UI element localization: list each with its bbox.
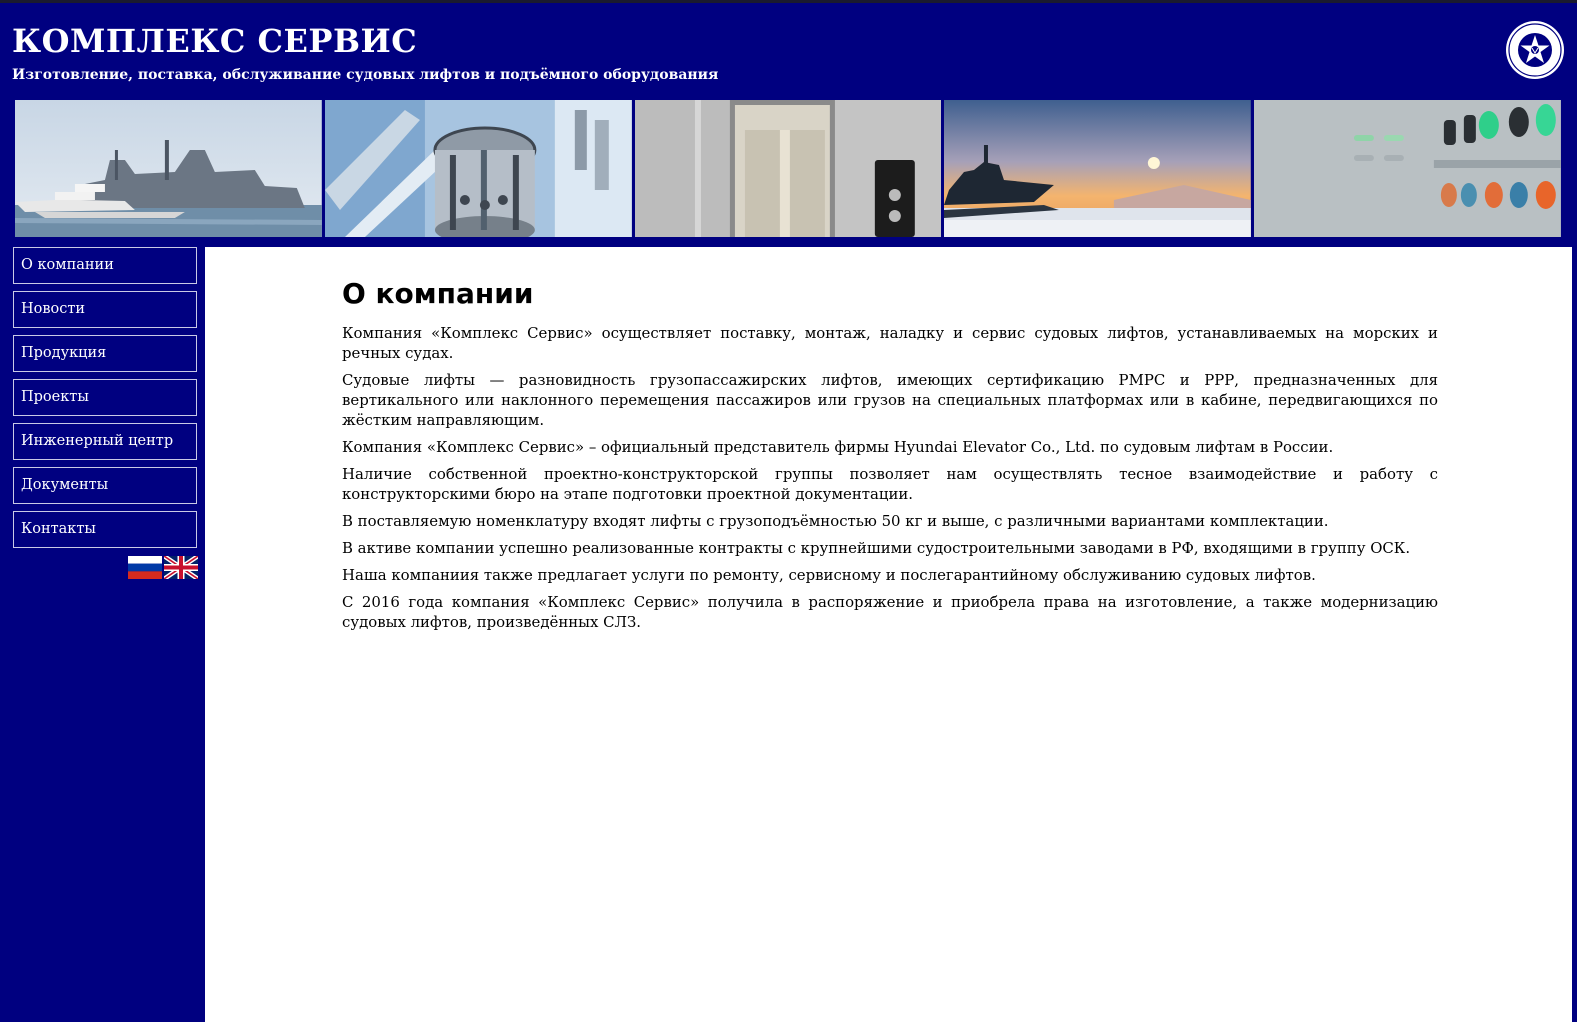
sidebar-item-contacts[interactable]: Контакты (13, 511, 197, 548)
header-banner (15, 100, 1561, 237)
page-title: О компании (342, 277, 534, 310)
compass-star-emblem-icon (1505, 20, 1565, 80)
top-border (0, 0, 1577, 3)
glass-elevator-photo (325, 100, 632, 237)
article (342, 277, 1438, 639)
icebreaker-sunset-photo (944, 100, 1251, 237)
warship-and-yacht-photo (15, 100, 322, 237)
paragraph: В поставляемую номенклатуру входят лифты с грузоподъёмностью 50 кг и выше, с различными вариантами комплектации. (342, 512, 1329, 530)
paragraph: С 2016 года компания «Комплекс Сервис» получила в распоряжение и приобрела права на изготовление, а также модернизацию судовых лифтов, произведённых СЛЗ. (342, 593, 1438, 631)
site-title[interactable]: КОМПЛЕКС СЕРВИС (12, 22, 418, 60)
elevator-doors-photo (635, 100, 942, 237)
paragraph: Судовые лифты — разновидность грузопассажирских лифтов, имеющих сертификацию РМРС и РРР, предназначенных для вертикального или наклонного перемещения пассажиров или грузов на специальных платформах или в кабине, передвигающихся по жёстким направляющим. (342, 371, 1438, 429)
uk-flag-icon[interactable] (164, 556, 198, 579)
paragraph: Наша компаниия также предлагает услуги по ремонту, сервисному и послегарантийному обслуживанию судовых лифтов. (342, 566, 1316, 584)
paragraph: В активе компании успешно реализованные контракты с крупнейшими судостроительными заводами в РФ, входящими в группу ОСК. (342, 539, 1411, 557)
language-switcher (128, 556, 198, 579)
site-subtitle: Изготовление, поставка, обслуживание судовых лифтов и подъёмного оборудования (12, 67, 719, 83)
paragraph: Компания «Комплекс Сервис» осуществляет поставку, монтаж, наладку и сервис судовых лифтов, устанавливаемых на морских и речных судах. (342, 324, 1438, 362)
sidebar-item-engineering[interactable]: Инженерный центр (13, 423, 197, 460)
paragraph: Компания «Комплекс Сервис» – официальный представитель фирмы Hyundai Elevator Co., Ltd. по судовым лифтам в России. (342, 438, 1334, 456)
sidebar-item-products[interactable]: Продукция (13, 335, 197, 372)
russian-flag-icon[interactable] (128, 556, 162, 579)
sidebar-item-documents[interactable]: Документы (13, 467, 197, 504)
sidebar-item-projects[interactable]: Проекты (13, 379, 197, 416)
main-content (205, 247, 1572, 1022)
paragraph: Наличие собственной проектно-конструкторской группы позволяет нам осуществлять тесное взаимодействие и работу с конструкторскими бюро на этапе подготовки проектной документации. (342, 465, 1438, 503)
sidebar-item-news[interactable]: Новости (13, 291, 197, 328)
sidebar-nav (13, 247, 197, 555)
sidebar-item-about[interactable]: О компании (13, 247, 197, 284)
control-panel-buttons-photo (1254, 100, 1561, 237)
